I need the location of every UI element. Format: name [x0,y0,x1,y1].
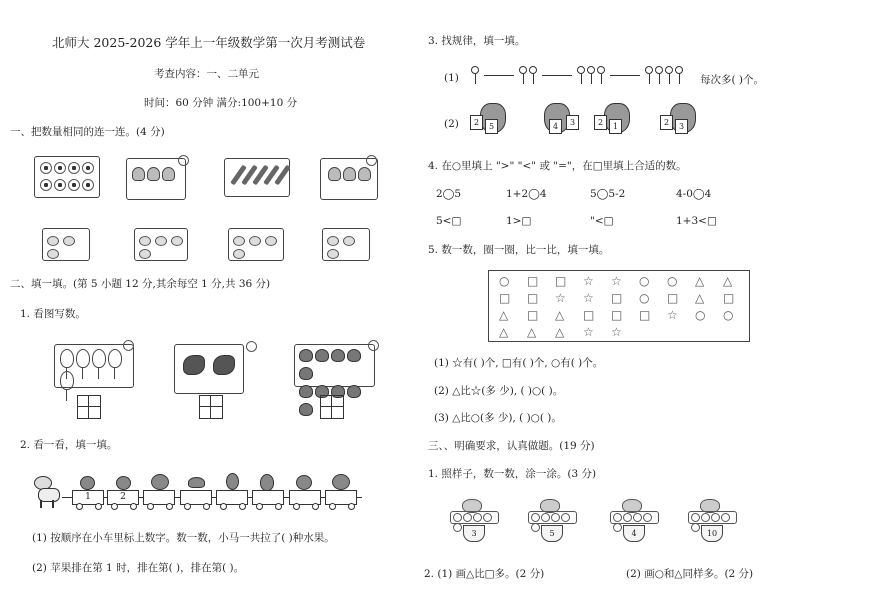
question-5: 5. 数一数，圈一圈，比一比，填一填。 [428,244,610,256]
q4-item[interactable]: 1+2◯4 [506,188,547,200]
shape-item[interactable]: △ [555,325,565,339]
answer-grid[interactable] [199,395,223,419]
shape-item[interactable]: □ [667,291,679,305]
shape-item[interactable]: □ [555,274,567,288]
shape-item[interactable]: ☆ [611,274,622,288]
shape-item[interactable]: △ [723,274,733,288]
shape-item[interactable]: □ [583,308,595,322]
character-card [126,158,186,200]
carrot-card [224,158,290,197]
q4-item[interactable]: 1>□ [506,215,532,227]
owl-pot-2[interactable]: 5 [528,499,576,541]
q3-1-label: (1) [444,72,459,84]
shape-item[interactable]: ○ [639,291,650,305]
shape-item[interactable]: △ [499,325,509,339]
q4-item[interactable]: 1+3<□ [676,215,717,227]
time-score: 时间：60 分钟 满分:100+10 分 [144,97,298,109]
question-2: 2. 看一看，填一填。 [20,439,118,451]
tomato-icon [332,474,350,490]
grape-icon [226,473,239,490]
shape-item[interactable]: □ [527,308,539,322]
shape-item[interactable]: □ [527,274,539,288]
shape-item[interactable]: ☆ [611,325,622,339]
train-cart-2[interactable]: 2 [107,490,139,505]
shape-item[interactable]: ○ [723,308,734,322]
sun-icon [366,155,377,166]
question-3: 3. 找规律，填一填。 [428,35,526,47]
fox-card-2: 3 4 [534,103,578,137]
q3-1-answer: 每次多( )个。 [700,74,765,86]
leaf-card [174,344,244,394]
q4-item[interactable]: 2◯5 [436,188,462,200]
shape-item[interactable]: ○ [639,274,650,288]
question-4: 4. 在○里填上 ">" "<" 或 "="，在□里填上合适的数。 [428,160,687,172]
sun-icon [123,340,134,351]
section-1-heading: 一、把数量相同的连一连。(4 分) [10,126,165,138]
shape-item[interactable]: ○ [499,274,510,288]
fox-card-3: 2 1 [594,103,638,137]
shape-item[interactable]: □ [723,291,735,305]
shape-item[interactable]: ☆ [583,291,594,305]
section-3-question-1: 1. 照样子，数一数，涂一涂。(3 分) [428,468,597,480]
owl-pot-1[interactable]: 3 [450,499,498,541]
shape-item[interactable]: △ [695,291,705,305]
strawberry-icon [296,475,312,490]
sun-icon [368,340,379,351]
fox-card-4: 2 3 [660,103,704,137]
answer-grid[interactable] [77,395,101,419]
q4-item[interactable]: 5<□ [436,215,462,227]
shape-box [488,270,750,342]
shape-item[interactable]: △ [527,325,537,339]
sun-icon [246,341,257,352]
shape-item[interactable]: ○ [695,308,706,322]
sun-icon [178,155,189,166]
shape-item[interactable]: △ [555,308,565,322]
q5-part-1: (1) ☆有( )个, □有( )个, ○有( )个。 [434,357,604,369]
ball-card [34,156,100,198]
shape-item[interactable]: ☆ [667,308,678,322]
q5-part-2: (2) △比☆(多 少), ( )○( )。 [434,385,564,397]
shape-item[interactable]: ☆ [583,274,594,288]
dots-card-4 [322,228,370,261]
q3-2-label: (2) [444,118,459,130]
shape-item[interactable]: □ [639,308,651,322]
lollipop-pattern [470,66,684,84]
fox-card-1: 2 5 [470,103,514,137]
q4-item[interactable]: "<□ [590,215,614,227]
question-2-part-1: (1) 按顺序在小车里标上数字。数一数，小马一共拉了( )种水果。 [32,532,335,544]
dots-card-3 [228,228,284,261]
question-1: 1. 看图写数。 [20,308,86,320]
apple-icon [80,476,95,490]
page-title: 北师大 2025-2026 学年上一年级数学第一次月考测试卷 [52,35,366,50]
banana-icon [188,477,205,488]
section-3-heading: 三、、明确要求，认真做题。(19 分) [428,440,595,452]
q5-part-3: (3) △比○(多 少), ( )○( )。 [434,412,562,424]
shape-item[interactable]: ☆ [555,291,566,305]
q4-item[interactable]: 4-0◯4 [676,188,712,200]
answer-grid[interactable] [320,395,344,419]
watermelon-icon [151,474,169,490]
section-2-heading: 二、填一填。(第 5 小题 12 分,其余每空 1 分,共 36 分) [10,278,271,290]
shape-item[interactable]: □ [499,291,511,305]
section-3-question-2a: 2. (1) 画△比□多。(2 分) [424,568,545,580]
q4-item[interactable]: 5◯5-2 [590,188,626,200]
pear-icon [260,474,274,491]
train-cart-1[interactable]: 1 [72,490,104,505]
dots-card-2 [134,228,188,261]
shape-item[interactable]: ○ [667,274,678,288]
question-2-part-2: (2) 苹果排在第 1 时，排在第( )，排在第( )。 [32,562,245,574]
balloon-card [54,344,134,388]
owl-pot-4[interactable]: 10 [688,499,736,541]
exam-scope: 考查内容：一、二单元 [154,68,259,80]
bird-card [294,344,375,387]
dots-card-1 [42,228,90,261]
shape-item[interactable]: △ [695,274,705,288]
section-3-question-2b: (2) 画○和△同样多。(2 分) [626,568,754,580]
shape-item[interactable]: □ [527,291,539,305]
horse-icon [32,474,62,508]
shape-item[interactable]: □ [611,308,623,322]
peach-icon [116,476,131,490]
shape-item[interactable]: ☆ [583,325,594,339]
owl-pot-3[interactable]: 4 [610,499,658,541]
shape-item[interactable]: △ [499,308,509,322]
shape-item[interactable]: □ [611,291,623,305]
